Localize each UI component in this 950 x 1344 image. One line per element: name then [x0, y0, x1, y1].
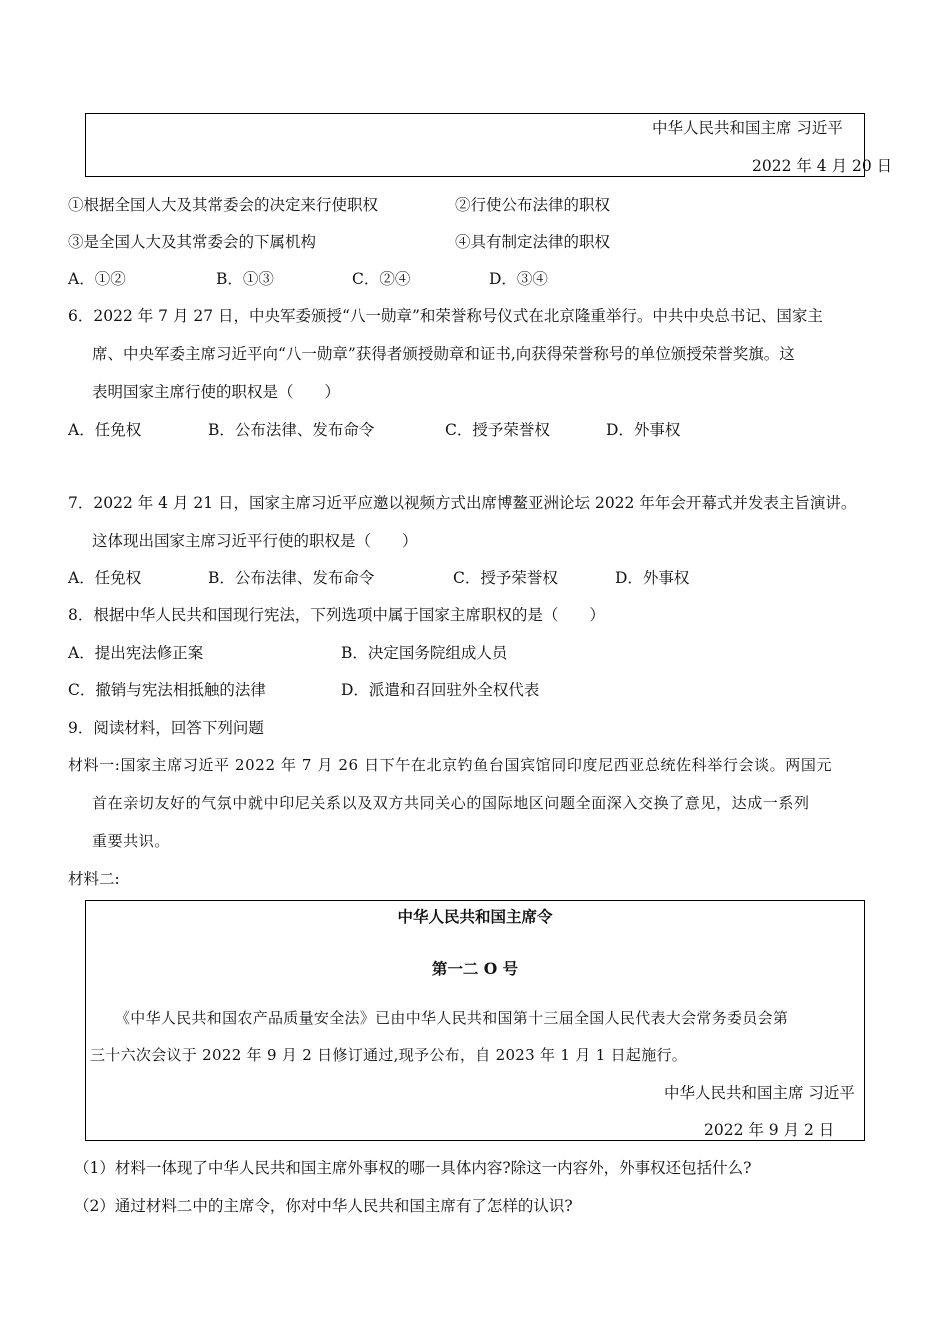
q8-option-d: D．派遣和召回驻外全权代表	[341, 681, 540, 699]
q9-subquestion-1: （1）材料一体现了中华人民共和国主席外事权的哪一具体内容?除这一内容外，外事权还包括什么?	[74, 1159, 752, 1177]
q6-option-a: A．任免权	[68, 421, 142, 439]
order-sign: 中华人民共和国主席 习近平	[664, 1084, 855, 1102]
q5-statement-2: ②行使公布法律的职权	[455, 196, 611, 214]
q5-statement-4: ④具有制定法律的职权	[455, 233, 611, 251]
q8-option-c: C．撤销与宪法相抵触的法律	[68, 681, 266, 699]
q7-option-c: C．授予荣誉权	[453, 569, 558, 587]
q7-stem-line1: 7．2022 年 4 月 21 日，国家主席习近平应邀以视频方式出席博鳌亚洲论坛 2022 年年会开幕式并发表主旨演讲。	[68, 494, 857, 512]
q5-option-c: C．②④	[352, 270, 411, 288]
q9-material1-line3: 重要共识。	[92, 832, 171, 850]
q6-stem-line2: 席、中央军委主席习近平向“八一勋章”获得者颁授勋章和证书,向获得荣誉称号的单位颁授荣誉奖旗。这	[92, 345, 795, 363]
q7-option-d: D．外事权	[615, 569, 690, 587]
q6-option-c: C．授予荣誉权	[445, 421, 550, 439]
q6-stem-line3: 表明国家主席行使的职权是（ ）	[92, 383, 341, 401]
q7-option-b: B．公布法律、发布命令	[208, 569, 375, 587]
q9-material2-label: 材料二:	[68, 870, 120, 888]
order-number: 第一二 O 号	[431, 959, 519, 978]
q5-statement-3: ③是全国人大及其常委会的下属机构	[68, 233, 317, 251]
q5-option-d: D．③④	[489, 270, 548, 288]
q8-option-a: A．提出宪法修正案	[68, 644, 204, 662]
q8-option-b: B．决定国务院组成人员	[341, 644, 508, 662]
q5-box-sign: 中华人民共和国主席 习近平	[652, 119, 843, 137]
q7-stem-line2: 这体现出国家主席习近平行使的职权是（ ）	[92, 532, 418, 550]
order-body-line2: 三十六次会议于 2022 年 9 月 2 日修订通过,现予公布，自 2023 年 1 月 1 日起施行。	[90, 1046, 688, 1064]
q7-option-a: A．任免权	[68, 569, 142, 587]
q6-stem-line1: 6．2022 年 7 月 27 日，中央军委颁授“八一勋章”和荣誉称号仪式在北京隆重举行。中共中央总书记、国家主	[68, 307, 823, 325]
q9-stem: 9．阅读材料，回答下列问题	[68, 719, 264, 737]
q5-option-b: B．①③	[216, 270, 274, 288]
q9-material1-line2: 首在亲切友好的气氛中就中印尼关系以及双方共同关心的国际地区问题全面深入交换了意见，达成一系列	[92, 794, 810, 812]
q5-box-date: 2022 年 4 月 20 日	[752, 157, 893, 175]
q5-statement-1: ①根据全国人大及其常委会的决定来行使职权	[68, 196, 379, 214]
order-title: 中华人民共和国主席令	[397, 907, 553, 926]
q8-stem: 8．根据中华人民共和国现行宪法，下列选项中属于国家主席职权的是（ ）	[68, 606, 605, 624]
q6-option-b: B．公布法律、发布命令	[208, 421, 375, 439]
q6-option-d: D．外事权	[606, 421, 681, 439]
order-body-line1: 《中华人民共和国农产品质量安全法》已由中华人民共和国第十三届全国人民代表大会常务委员会第	[115, 1009, 789, 1027]
q9-material1-line1: 材料一:国家主席习近平 2022 年 7 月 26 日下午在北京钓鱼台国宾馆同印度尼西亚总统佐科举行会谈。两国元	[68, 756, 833, 774]
q9-subquestion-2: （2）通过材料二中的主席令，你对中华人民共和国主席有了怎样的认识?	[74, 1197, 573, 1215]
order-date: 2022 年 9 月 2 日	[704, 1121, 835, 1139]
q5-option-a: A．①②	[68, 270, 126, 288]
